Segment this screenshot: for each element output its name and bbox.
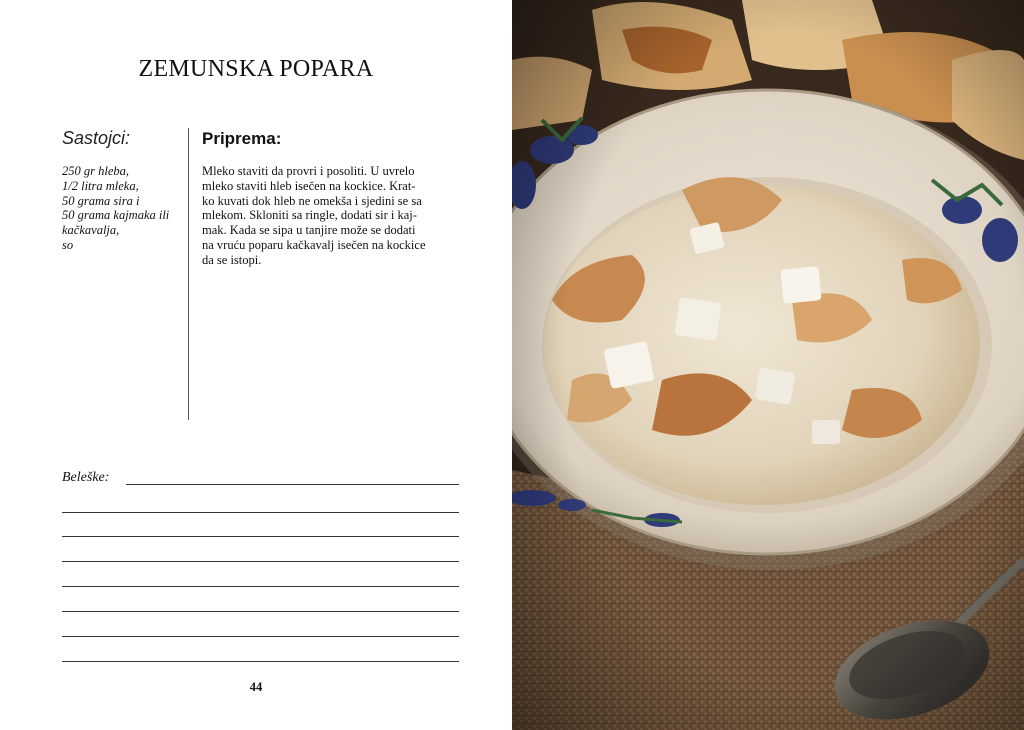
ingredient-item: 250 gr hleba,	[62, 164, 130, 178]
notes-label: Beleške:	[62, 470, 110, 485]
note-line[interactable]	[62, 561, 459, 562]
photo-vignette	[512, 0, 1024, 730]
dish-photo	[512, 0, 1024, 730]
page-number: 44	[249, 680, 263, 694]
preparation-text	[202, 164, 462, 268]
ingredient-item: 50 grama sira i	[62, 193, 140, 208]
preparation-line: mleko staviti hleb isečen na kockice. Krat-	[202, 178, 416, 193]
preparation-line: Mleko staviti da provri i posoliti. U uvrelo	[202, 164, 415, 178]
preparation-line: ko kuvati dok hleb ne omekša i sjedini se sa	[202, 193, 422, 208]
note-line[interactable]	[62, 586, 459, 587]
ingredients-heading: Sastojci:	[62, 128, 131, 148]
preparation-line: da se istopi.	[202, 252, 262, 267]
recipe-title: ZEMUNSKA POPARA	[138, 56, 374, 82]
preparation-line: mak. Kada se sipa u tanjire može se dodati	[202, 223, 416, 238]
note-line[interactable]	[62, 611, 459, 612]
ingredient-item: 50 grama kajmaka ili	[62, 208, 170, 223]
preparation-line: na vruću poparu kačkavalj isečen na kockice	[202, 237, 426, 252]
note-line[interactable]	[62, 536, 459, 537]
note-line[interactable]	[62, 661, 459, 662]
preparation-heading: Priprema:	[202, 129, 282, 148]
column-divider	[188, 128, 189, 420]
ingredient-item: so	[62, 237, 74, 252]
note-line[interactable]	[126, 484, 459, 485]
ingredients-list	[62, 164, 184, 253]
ingredient-item: 1/2 litra mleka,	[62, 178, 139, 193]
ingredient-item: kačkavalja,	[62, 223, 120, 238]
note-line[interactable]	[62, 512, 459, 513]
preparation-line: mlekom. Skloniti sa ringle, dodati sir i kaj-	[202, 208, 417, 223]
note-line[interactable]	[62, 636, 459, 637]
